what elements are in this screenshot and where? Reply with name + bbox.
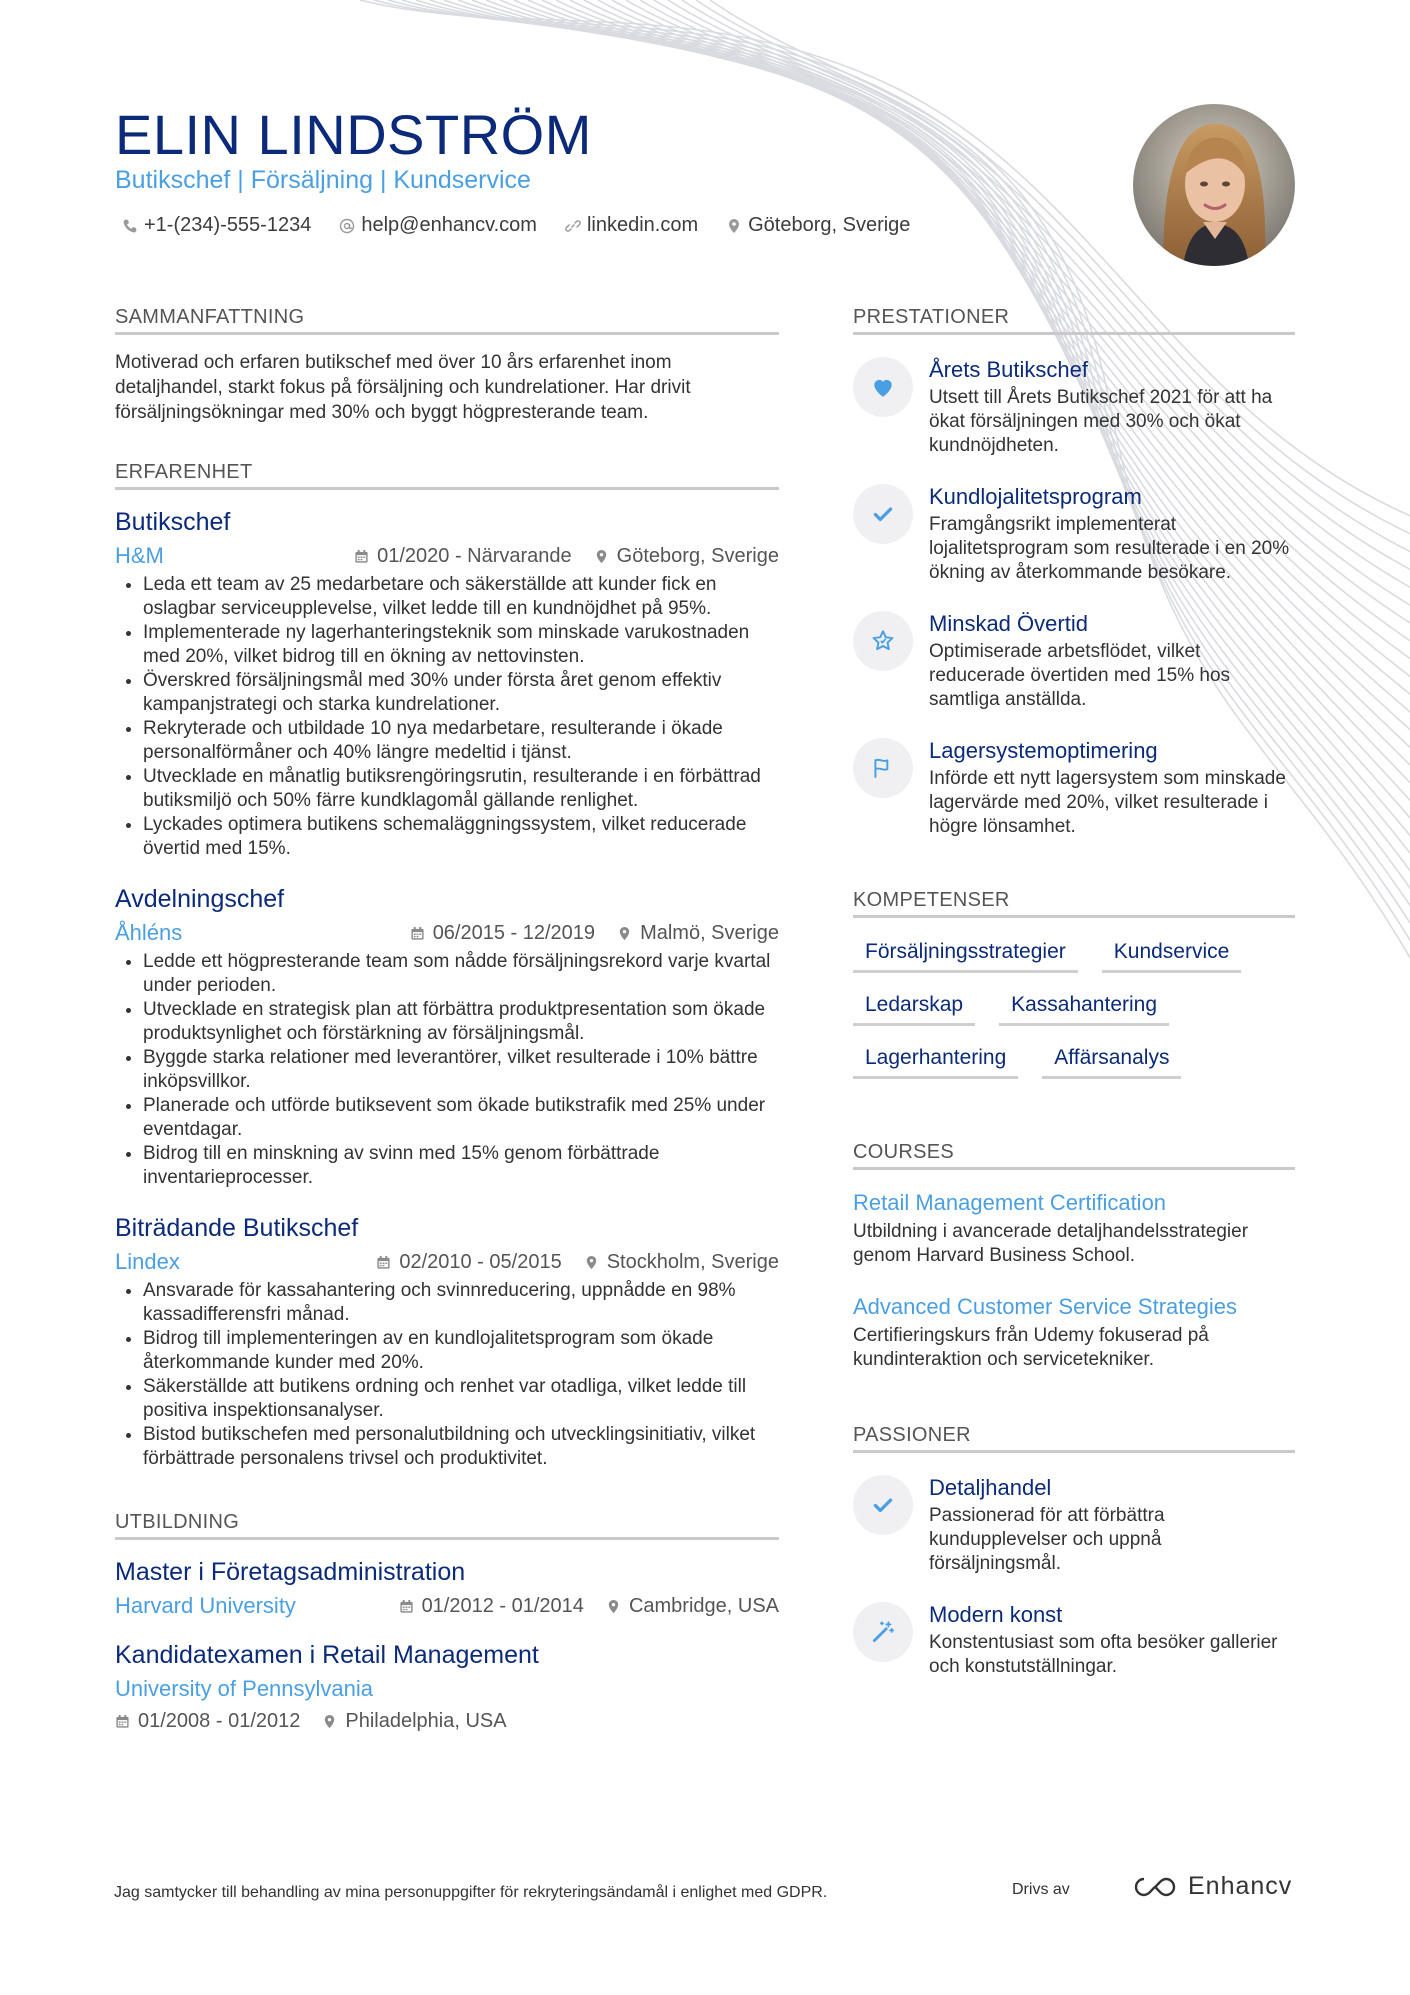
brand-name: Enhancv — [1188, 1872, 1293, 1900]
course-title: Advanced Customer Service Strategies — [853, 1294, 1237, 1319]
enhancv-logo[interactable] — [1132, 1872, 1292, 1901]
job-bullet: • Säkerställde att butikens ordning och renhet var otadliga, vilket ledde till positiva inspektionsanalyser. — [143, 1375, 779, 1423]
candidate-name: ELIN LINDSTRÖM — [115, 103, 592, 166]
education-entry — [115, 1558, 779, 1619]
phone-text: +1-(234)-555-1234 — [144, 214, 312, 236]
contact-location — [726, 214, 910, 237]
achievement-title: Lagersystemoptimering — [929, 738, 1158, 763]
calendar-icon — [354, 549, 369, 564]
job-bullet: • Ledde ett högpresterande team som nådde försäljningsrekord varje kvartal under perioden. — [143, 950, 779, 998]
infinity-logo-icon — [1132, 1876, 1178, 1898]
education-dates-text: 01/2012 - 01/2014 — [421, 1594, 584, 1617]
achievement-desc: Passionerad för att förbättra kundupplevelser och uppnå försäljningsmål. — [929, 1505, 1165, 1574]
achievement-item — [853, 1602, 1295, 1679]
achievement-title: Årets Butikschef — [929, 357, 1088, 382]
job-meta — [115, 920, 779, 946]
job-dates — [354, 545, 572, 568]
achievement-body — [929, 1475, 1295, 1576]
location-pin-icon — [726, 218, 742, 234]
job-location-text: Göteborg, Sverige — [616, 544, 779, 567]
passions-heading: PASSIONER — [853, 1424, 1295, 1453]
summary-heading: SAMMANFATTNING — [115, 306, 779, 335]
job-title: Biträdande Butikschef — [115, 1214, 359, 1242]
skill-tag: Lagerhantering — [853, 1046, 1018, 1079]
linkedin-text: linkedin.com — [586, 214, 699, 236]
profile-photo — [1133, 104, 1295, 266]
job-bullet: • Bidrog till implementeringen av en kundlojalitetsprogram som ökade återkommande kunder med 20%. — [143, 1327, 779, 1375]
degree-title: Master i Företagsadministration — [115, 1558, 466, 1586]
achievement-item — [853, 484, 1295, 585]
school-name: Harvard University — [115, 1593, 296, 1618]
achievement-icon-badge — [853, 611, 913, 671]
achievement-desc: Optimiserade arbetsflödet, vilket reducerade övertiden med 15% hos samtliga anställda. — [929, 641, 1231, 710]
contact-bar — [122, 214, 910, 237]
job-bullet: • Planerade och utförde butiksevent som ökade butikstrafik med 25% under eventdagar. — [143, 1094, 779, 1142]
email-text: help@enhancv.com — [361, 214, 537, 236]
achievements-list — [853, 357, 1295, 839]
achievement-item — [853, 738, 1295, 839]
achievement-title: Minskad Övertid — [929, 611, 1088, 636]
passions-list — [853, 1475, 1295, 1679]
star-icon — [870, 628, 896, 654]
skills-heading: KOMPETENSER — [853, 889, 1295, 918]
phone-icon — [122, 218, 138, 234]
location-pin-icon — [322, 1714, 337, 1729]
job-entry — [115, 885, 779, 1190]
achievement-icon-badge — [853, 1475, 913, 1535]
course-title: Retail Management Certification — [853, 1190, 1167, 1215]
education-location-text: Philadelphia, USA — [345, 1710, 507, 1732]
check-icon — [870, 501, 896, 527]
achievement-desc: Utsett till Årets Butikschef 2021 för att ha ökat försäljningen med 30% och ökat kundnöjdheten. — [929, 387, 1273, 456]
calendar-icon — [115, 1714, 130, 1729]
job-bullet: • Implementerade ny lagerhanteringsteknik som minskade varukostnaden med 20%, vilket bidrog till en ökning av nettovinsten. — [143, 621, 779, 669]
check-icon — [870, 1492, 896, 1518]
education-location — [606, 1595, 779, 1618]
at-icon — [339, 218, 355, 234]
job-location-text: Stockholm, Sverige — [606, 1250, 779, 1273]
link-icon — [565, 218, 581, 234]
job-bullets — [115, 1279, 779, 1471]
education-meta-right — [399, 1595, 779, 1618]
location-text: Göteborg, Sverige — [748, 214, 911, 236]
job-company: Åhléns — [115, 920, 183, 945]
portrait-image — [1133, 104, 1295, 266]
skill-tag: Ledarskap — [853, 993, 975, 1026]
calendar-icon — [399, 1599, 414, 1614]
job-location — [584, 1251, 779, 1274]
achievement-desc: Konstentusiast som ofta besöker gallerier och konstutställningar. — [929, 1632, 1278, 1677]
job-bullet: • Ansvarade för kassahantering och svinnreducering, uppnådde en 98% kassadifferensfri månad. — [143, 1279, 779, 1327]
job-dates — [376, 1251, 561, 1274]
job-meta-right — [410, 922, 779, 945]
achievement-item — [853, 357, 1295, 458]
contact-email[interactable] — [339, 214, 537, 237]
job-bullet: • Utvecklade en strategisk plan att förbättra produktpresentation som ökade produktsynlighet och förstärkning av försäljningsmål. — [143, 998, 779, 1046]
education-dates — [115, 1710, 300, 1733]
achievement-body — [929, 1602, 1295, 1679]
job-location — [617, 922, 779, 945]
experience-list — [115, 508, 779, 1471]
job-dates-text: 06/2015 - 12/2019 — [432, 921, 596, 944]
location-pin-icon — [617, 926, 632, 941]
education-heading: UTBILDNING — [115, 1511, 779, 1540]
skill-tag: Kundservice — [1102, 940, 1242, 973]
achievement-desc: Införde ett nytt lagersystem som minskade lagervärde med 20%, vilket resulterade i högre lönsamhet. — [929, 768, 1286, 837]
job-bullet: • Lyckades optimera butikens schemaläggningssystem, vilket reducerade övertid med 15%. — [143, 813, 779, 861]
achievement-icon-badge — [853, 1602, 913, 1662]
magic-wand-icon — [870, 1619, 896, 1645]
course-entry — [853, 1294, 1295, 1372]
achievement-item — [853, 611, 1295, 712]
school-name: University of Pennsylvania — [115, 1676, 374, 1701]
job-meta — [115, 543, 779, 569]
education-list — [115, 1558, 779, 1733]
location-pin-icon — [606, 1599, 621, 1614]
skill-tag: Försäljningsstrategier — [853, 940, 1078, 973]
job-entry — [115, 1214, 779, 1471]
degree-title: Kandidatexamen i Retail Management — [115, 1641, 539, 1669]
achievement-icon-badge — [853, 357, 913, 417]
education-dates — [399, 1595, 584, 1618]
job-bullet: • Rekryterade och utbildade 10 nya medarbetare, resulterande i ökade personalförmåner och 40% längre medeltid i tjänst. — [143, 717, 779, 765]
achievement-desc: Framgångsrikt implementerat lojalitetsprogram som resulterade i en 20% ökning av återkommande besökare. — [929, 514, 1290, 583]
location-pin-icon — [584, 1255, 599, 1270]
skill-tag: Kassahantering — [999, 993, 1169, 1026]
course-entry — [853, 1190, 1295, 1268]
calendar-icon — [410, 926, 425, 941]
education-meta — [115, 1593, 779, 1619]
summary-text: Motiverad och erfaren butikschef med över 10 års erfarenhet inom detaljhandel, starkt fokus på försäljning och kundrelationer. Har drivit försäljningsökningar med 30% och byggt högpresterande team. — [115, 352, 691, 423]
job-entry — [115, 508, 779, 861]
job-bullet: • Utvecklade en månatlig butiksrengöringsrutin, resulterande i en förbättrad butiksmiljö och 50% färre kundklagomål gällande renlighet. — [143, 765, 779, 813]
skill-tag: Affärsanalys — [1042, 1046, 1181, 1079]
powered-by-label: Drivs av — [1012, 1881, 1070, 1898]
achievement-body — [929, 484, 1295, 585]
achievement-body — [929, 357, 1295, 458]
job-title: Avdelningschef — [115, 885, 285, 913]
job-meta-right — [354, 545, 779, 568]
courses-list — [853, 1190, 1295, 1372]
job-bullet: • Bistod butikschefen med personalutbildning och utvecklingsinitiativ, vilket förbättrade personalens trivsel och produktivitet. — [143, 1423, 779, 1471]
education-location-text: Cambridge, USA — [628, 1594, 779, 1617]
course-desc: Certifieringskurs från Udemy fokuserad på kundinteraktion och servicetekniker. — [853, 1325, 1209, 1370]
job-bullet: • Överskred försäljningsmål med 30% under första året genom effektiv kampanjstrategi och starka kundrelationer. — [143, 669, 779, 717]
calendar-icon — [376, 1255, 391, 1270]
job-dates-text: 01/2020 - Närvarande — [377, 544, 572, 567]
courses-heading: COURSES — [853, 1141, 1295, 1170]
heart-icon — [870, 374, 896, 400]
achievement-body — [929, 738, 1295, 839]
candidate-subtitle: Butikschef | Försäljning | Kundservice — [115, 166, 531, 194]
job-meta-right — [376, 1251, 779, 1274]
job-bullet: • Leda ett team av 25 medarbetare och säkerställde att kunder fick en oslagbar serviceupplevelse, vilket ledde till en kundnöjdhet på 95%. — [143, 573, 779, 621]
achievements-heading: PRESTATIONER — [853, 306, 1295, 335]
education-dates-text: 01/2008 - 01/2012 — [138, 1710, 301, 1732]
job-bullets — [115, 573, 779, 861]
flag-icon — [870, 755, 896, 781]
achievement-icon-badge — [853, 738, 913, 798]
job-location-text: Malmö, Sverige — [640, 921, 779, 944]
left-column — [115, 306, 779, 1733]
achievement-title: Detaljhandel — [929, 1475, 1052, 1500]
achievement-item — [853, 1475, 1295, 1576]
education-meta-right — [115, 1710, 779, 1733]
job-location — [594, 545, 779, 568]
job-company: H&M — [115, 543, 164, 568]
job-company: Lindex — [115, 1249, 180, 1274]
education-location — [322, 1710, 506, 1733]
achievement-icon-badge — [853, 484, 913, 544]
skills-list — [853, 940, 1295, 1079]
achievement-title: Kundlojalitetsprogram — [929, 484, 1142, 509]
achievement-title: Modern konst — [929, 1602, 1063, 1627]
course-desc: Utbildning i avancerade detaljhandelsstrategier genom Harvard Business School. — [853, 1221, 1249, 1266]
gdpr-consent: Jag samtycker till behandling av mina personuppgifter för rekryteringsändamål i enlighet med GDPR. — [114, 1884, 828, 1901]
achievement-body — [929, 611, 1295, 712]
job-dates — [410, 922, 595, 945]
job-bullet: • Byggde starka relationer med leverantörer, vilket resulterade i 10% bättre inköpsvillkor. — [143, 1046, 779, 1094]
job-dates-text: 02/2010 - 05/2015 — [399, 1250, 562, 1273]
job-bullets — [115, 950, 779, 1190]
job-bullet: • Bidrog till en minskning av svinn med 15% genom förbättrade inventarieprocesser. — [143, 1142, 779, 1190]
right-column — [853, 306, 1295, 1679]
contact-phone[interactable] — [122, 214, 311, 237]
education-entry — [115, 1641, 779, 1733]
job-meta — [115, 1249, 779, 1275]
contact-linkedin[interactable] — [565, 214, 698, 237]
experience-heading: ERFARENHET — [115, 461, 779, 490]
job-title: Butikschef — [115, 508, 231, 536]
location-pin-icon — [594, 549, 609, 564]
